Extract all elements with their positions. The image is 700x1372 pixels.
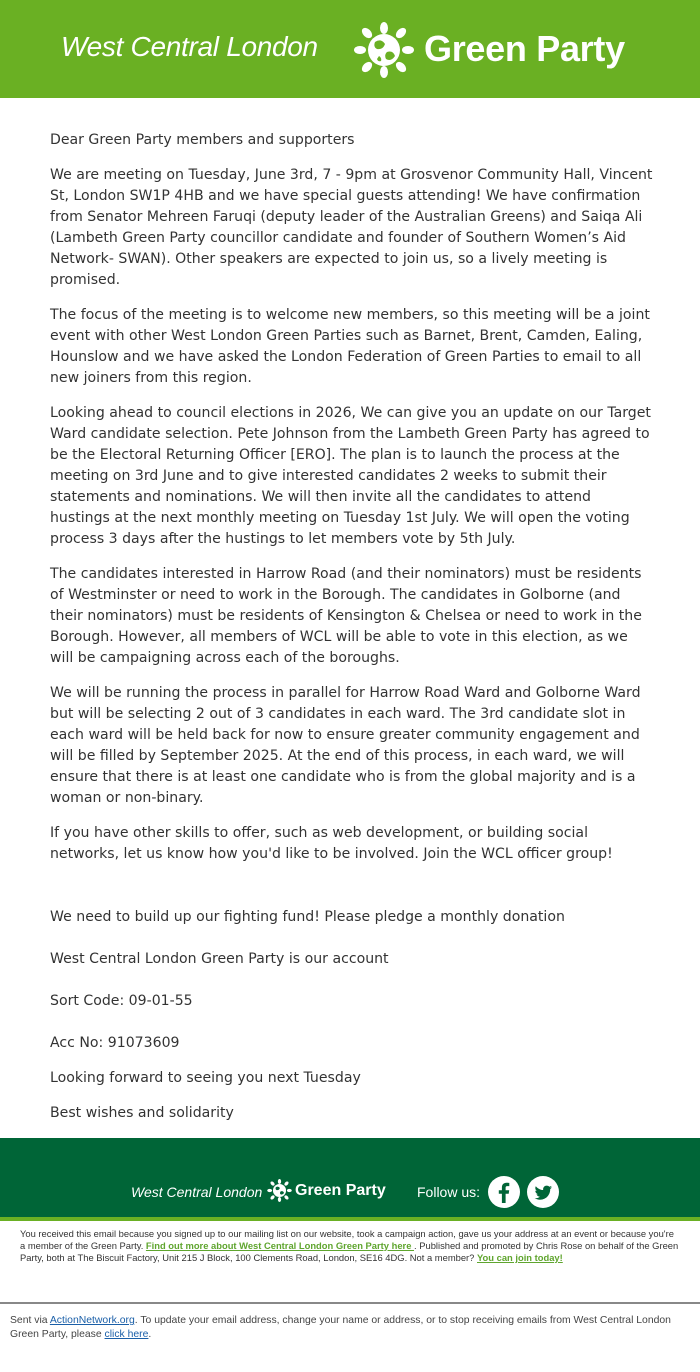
disclaimer-part: . Published and promoted by Chris Rose on behalf of the Green Party, both at The Biscuit Factory, Unit 215 J Block, 100 Clements Road, London, SE16 4DG. Not a member?	[20, 1240, 679, 1263]
sent-via-notice	[10, 1314, 690, 1342]
join-today-link[interactable]: You can join today!	[477, 1252, 563, 1263]
sent-middle: . To update your email address, change your name or address, or to stop receiving emails from West Central London Green Party, please	[10, 1315, 671, 1340]
disclaimer-part: You received this email because you signed up to our mailing list on our website, took a campaign action, gave us your address at an event or because you're a member of the Green Party.	[20, 1228, 674, 1251]
greeting: Dear Green Party members and supporters	[50, 132, 355, 148]
footer-party-name: Green Party	[295, 1182, 386, 1199]
find-out-more-link[interactable]: Find out more about West Central London Green Party here	[145, 1240, 415, 1251]
closing-line: Looking forward to seeing you next Tuesday	[50, 1070, 361, 1086]
disclaimer-text	[20, 1228, 680, 1264]
paragraph-skills: If you have other skills to offer, such as web development, or building social networks, let us know how you'd like to be involved. Join the WCL officer group!	[50, 825, 613, 862]
header-org-name: West Central London	[61, 31, 318, 62]
fund-block	[50, 886, 654, 1054]
earth-sunflower-icon	[266, 1179, 293, 1202]
earth-sunflower-icon	[351, 22, 417, 78]
footer-accent-line	[0, 1217, 700, 1221]
fund-account-number: Acc No: 91073609	[50, 1035, 180, 1051]
sent-suffix: .	[148, 1329, 152, 1340]
paragraph-candidates: The candidates interested in Harrow Road (and their nominators) must be residents of Westminster or need to work in the Borough. The candidates in Golborne (and their nominators) must be residents of Kensington & Chelsea or need to work in the Borough. However, all members of WCL will be able to vote in this election, as we will be campaigning across each of the boroughs.	[50, 566, 642, 666]
fund-line: We need to build up our fighting fund! Please pledge a monthly donation	[50, 909, 565, 925]
unsubscribe-link[interactable]: click here	[104, 1329, 149, 1340]
paragraph-focus: The focus of the meeting is to welcome new members, so this meeting will be a joint event with other West London Green Parties such as Barnet, Brent, Camden, Ealing, Hounslow and we have asked the London Federation of Green Parties to email to all new joiners from this region.	[50, 307, 650, 386]
twitter-icon[interactable]	[527, 1176, 559, 1208]
actionnetwork-link[interactable]: ActionNetwork.org	[49, 1315, 135, 1326]
fund-sort-code: Sort Code: 09-01-55	[50, 993, 193, 1009]
header-party-name: Green Party	[424, 28, 625, 69]
email-footer-banner	[0, 1138, 700, 1217]
follow-us-label: Follow us:	[417, 1184, 481, 1200]
sent-prefix: Sent via	[10, 1315, 50, 1326]
sign-off: Best wishes and solidarity	[50, 1105, 234, 1121]
footer-org-name: West Central London	[131, 1184, 263, 1200]
paragraph-elections: Looking ahead to council elections in 2026, We can give you an update on our Target Ward candidate selection. Pete Johnson from the Lambeth Green Party has agreed to be the Electoral Returning Officer [ERO]. The plan is to launch the process at the meeting on 3rd June and to give interested candidates 2 weeks to submit their statements and nominations. We will then invite all the candidates to attend hustings at the next monthly meeting on Tuesday 1st July. We will open the voting process 3 days after the hustings to let members vote by 5th July.	[50, 405, 651, 547]
paragraph-meeting: We are meeting on Tuesday, June 3rd, 7 - 9pm at Grosvenor Community Hall, Vincent St, London SW1P 4HB and we have special guests attending! We have confirmation from Senator Mehreen Faruqi (deputy leader of the Australian Greens) and Saiqa Ali (Lambeth Green Party councillor candidate and founder of Southern Women’s Aid Network- SWAN). Other speakers are expected to join us, so a lively meeting is promised.	[50, 167, 653, 288]
fund-account: West Central London Green Party is our account	[50, 951, 389, 967]
divider	[0, 1302, 700, 1304]
email-header-banner	[0, 0, 700, 98]
email-body	[50, 130, 654, 1208]
facebook-icon[interactable]	[488, 1176, 520, 1208]
paragraph-process: We will be running the process in parallel for Harrow Road Ward and Golborne Ward but will be selecting 2 out of 3 candidates in each ward. The 3rd candidate slot in each ward will be held back for now to ensure greater community engagement and will be filled by September 2025. At the end of this process, in each ward, we will ensure that there is at least one candidate who is from the global majority and is a woman or non-binary.	[50, 685, 641, 806]
